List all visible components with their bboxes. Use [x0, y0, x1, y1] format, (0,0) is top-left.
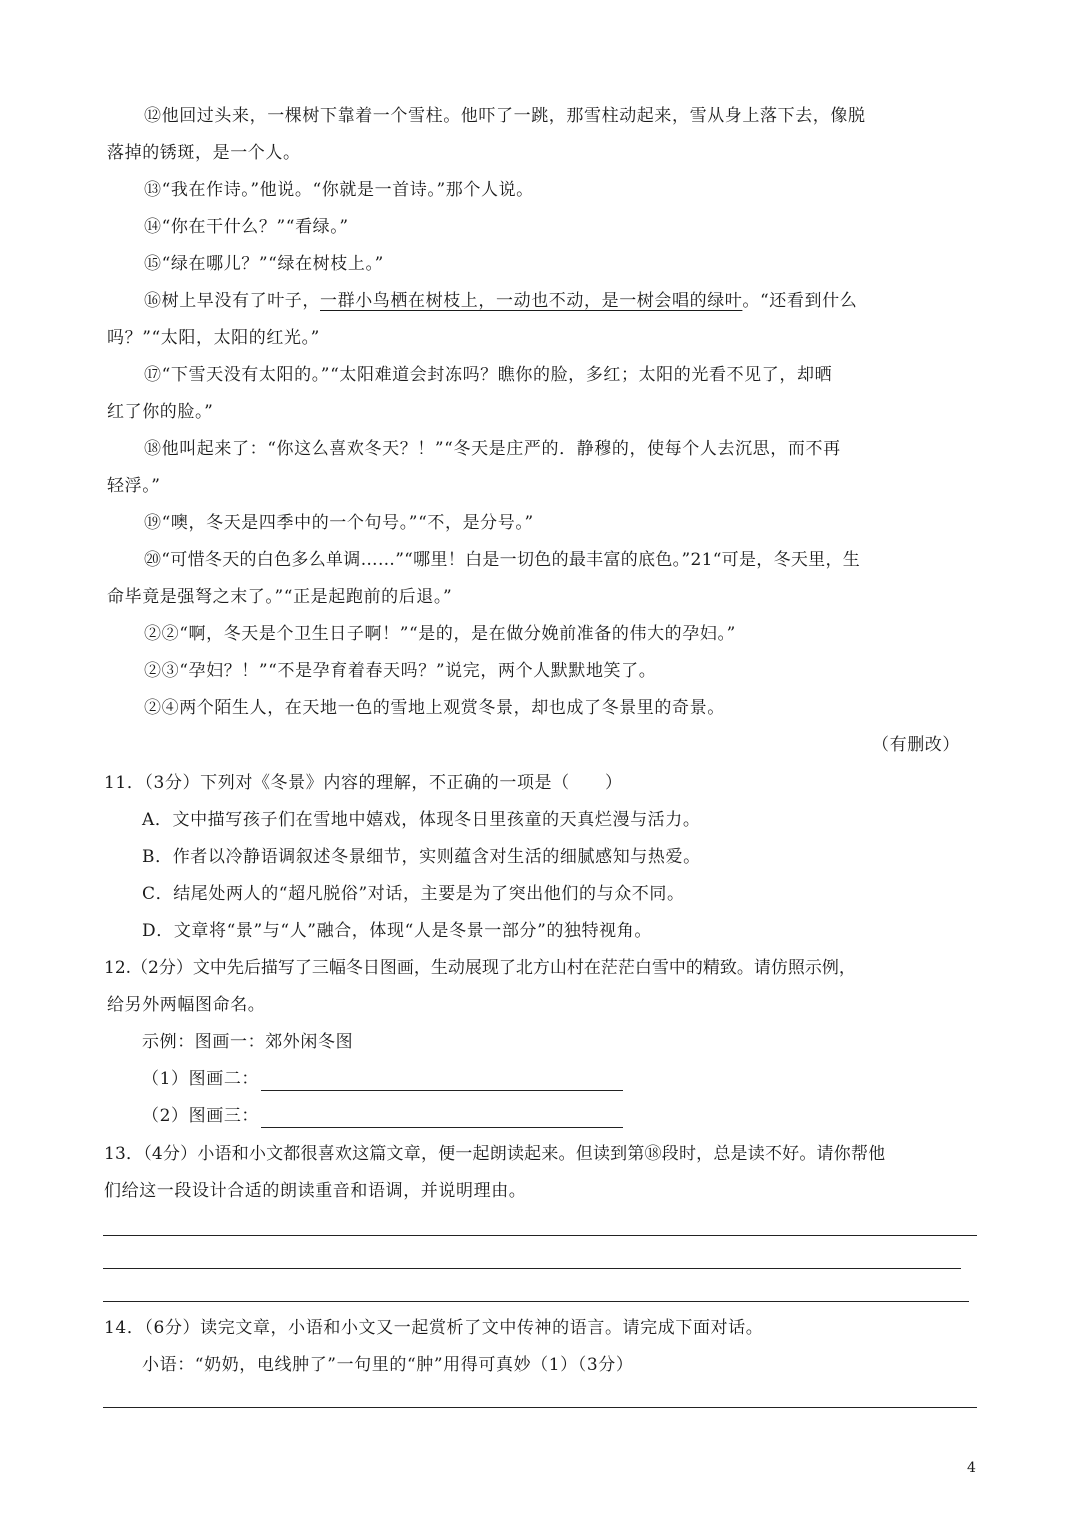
item-2-label: （2）图画三：	[142, 1106, 260, 1126]
question-14-sub: 小语：“奶奶，电线肿了”一句里的“肿”用得可真妙（1）（3分）	[142, 1355, 634, 1375]
question-11-option-a: A．文中描写孩子们在雪地中嬉戏，体现冬日里孩童的天真烂漫与活力。	[142, 810, 701, 830]
passage-paragraph-20-cont: 命毕竟是强弩之末了。”“正是起跑前的后退。”	[107, 587, 453, 607]
question-13-stem: 13．（4分）小语和小文都很喜欢这篇文章，便一起朗读起来。但读到第⑱段时，总是读不好。请你帮他	[104, 1144, 886, 1164]
passage-paragraph-23: ②③“孕妇？！”“不是孕育着春天吗？”说完，两个人默默地笑了。	[144, 661, 657, 681]
answer-line-13-3[interactable]	[103, 1301, 969, 1302]
passage-paragraph-22: ②②“啊，冬天是个卫生日子啊！”“是的，是在做分娩前准备的伟大的孕妇。”	[144, 624, 736, 644]
question-11-option-c: C．结尾处两人的“超凡脱俗”对话，主要是为了突出他们的与众不同。	[142, 884, 685, 904]
question-12-example: 示例：图画一：郊外闲冬图	[142, 1032, 354, 1052]
question-11-option-b: B．作者以冷静语调叙述冬景细节，实则蕴含对生活的细腻感知与热爱。	[142, 847, 701, 867]
passage-paragraph-19: ⑲“噢，冬天是四季中的一个句号。”“不，是分号。”	[144, 513, 534, 533]
passage-paragraph-16-cont: 吗？”“太阳，太阳的红光。”	[107, 328, 320, 348]
question-12-stem: 12.（2分）文中先后描写了三幅冬日图画，生动展现了北方山村在茫茫白雪中的精致。请仿照示例，	[104, 958, 856, 978]
source-note: （有删改）	[872, 735, 960, 755]
p16-text-before: ⑯树上早没有了叶子，	[144, 291, 320, 311]
p16-text-after: 。“还看到什么	[742, 291, 858, 311]
passage-paragraph-17: ⑰“下雪天没有太阳的。”“太阳难道会封冻吗？瞧你的脸，多红；太阳的光看不见了，却晒	[144, 365, 833, 385]
answer-line-13-2[interactable]	[103, 1268, 961, 1269]
passage-paragraph-20: ⑳“可惜冬天的白色多么单调……”“哪里！白是一切色的最丰富的底色。”21“可是，冬天里，生	[144, 550, 861, 570]
answer-line-14[interactable]	[103, 1407, 977, 1408]
passage-paragraph-15: ⑮“绿在哪儿？”“绿在树枝上。”	[144, 254, 384, 274]
passage-paragraph-18-cont: 轻浮。”	[107, 476, 161, 496]
passage-paragraph-16	[144, 289, 1080, 313]
passage-paragraph-14: ⑭“你在干什么？”“看绿。”	[144, 217, 349, 237]
passage-paragraph-12-cont: 落掉的锈斑，是一个人。	[107, 143, 301, 163]
p16-underlined-sentence: 一群小鸟栖在树枝上，一动也不动，是一树会唱的绿叶	[320, 291, 743, 311]
answer-blank-2[interactable]	[261, 1109, 623, 1128]
question-11-stem: 11．（3分）下列对《冬景》内容的理解，不正确的一项是（ ）	[104, 773, 623, 793]
passage-paragraph-17-cont: 红了你的脸。”	[107, 402, 214, 422]
question-12-item-2	[142, 1104, 1080, 1128]
answer-line-13-1[interactable]	[103, 1235, 977, 1236]
item-1-label: （1）图画二：	[142, 1069, 260, 1089]
question-14-stem: 14．（6分）读完文章，小语和小文又一起赏析了文中传神的语言。请完成下面对话。	[104, 1318, 764, 1338]
question-12-item-1	[142, 1067, 1080, 1091]
passage-paragraph-18: ⑱他叫起来了：“你这么喜欢冬天？！”“冬天是庄严的．静穆的，使每个人去沉思，而不再	[144, 439, 841, 459]
passage-paragraph-24: ②④两个陌生人，在天地一色的雪地上观赏冬景，却也成了冬景里的奇景。	[144, 698, 725, 718]
passage-paragraph-12: ⑫他回过头来，一棵树下靠着一个雪柱。他吓了一跳，那雪柱动起来，雪从身上落下去，像脱	[144, 106, 866, 126]
page-number: 4	[967, 1460, 976, 1476]
question-13-stem-cont: 们给这一段设计合适的朗读重音和语调，并说明理由。	[104, 1181, 527, 1201]
question-11-option-d: D．文章将“景”与“人”融合，体现“人是冬景一部分”的独特视角。	[142, 921, 652, 941]
answer-blank-1[interactable]	[261, 1072, 623, 1091]
question-12-stem-cont: 给另外两幅图命名。	[107, 995, 266, 1015]
passage-paragraph-13: ⑬“我在作诗。”他说。“你就是一首诗。”那个人说。	[144, 180, 534, 200]
